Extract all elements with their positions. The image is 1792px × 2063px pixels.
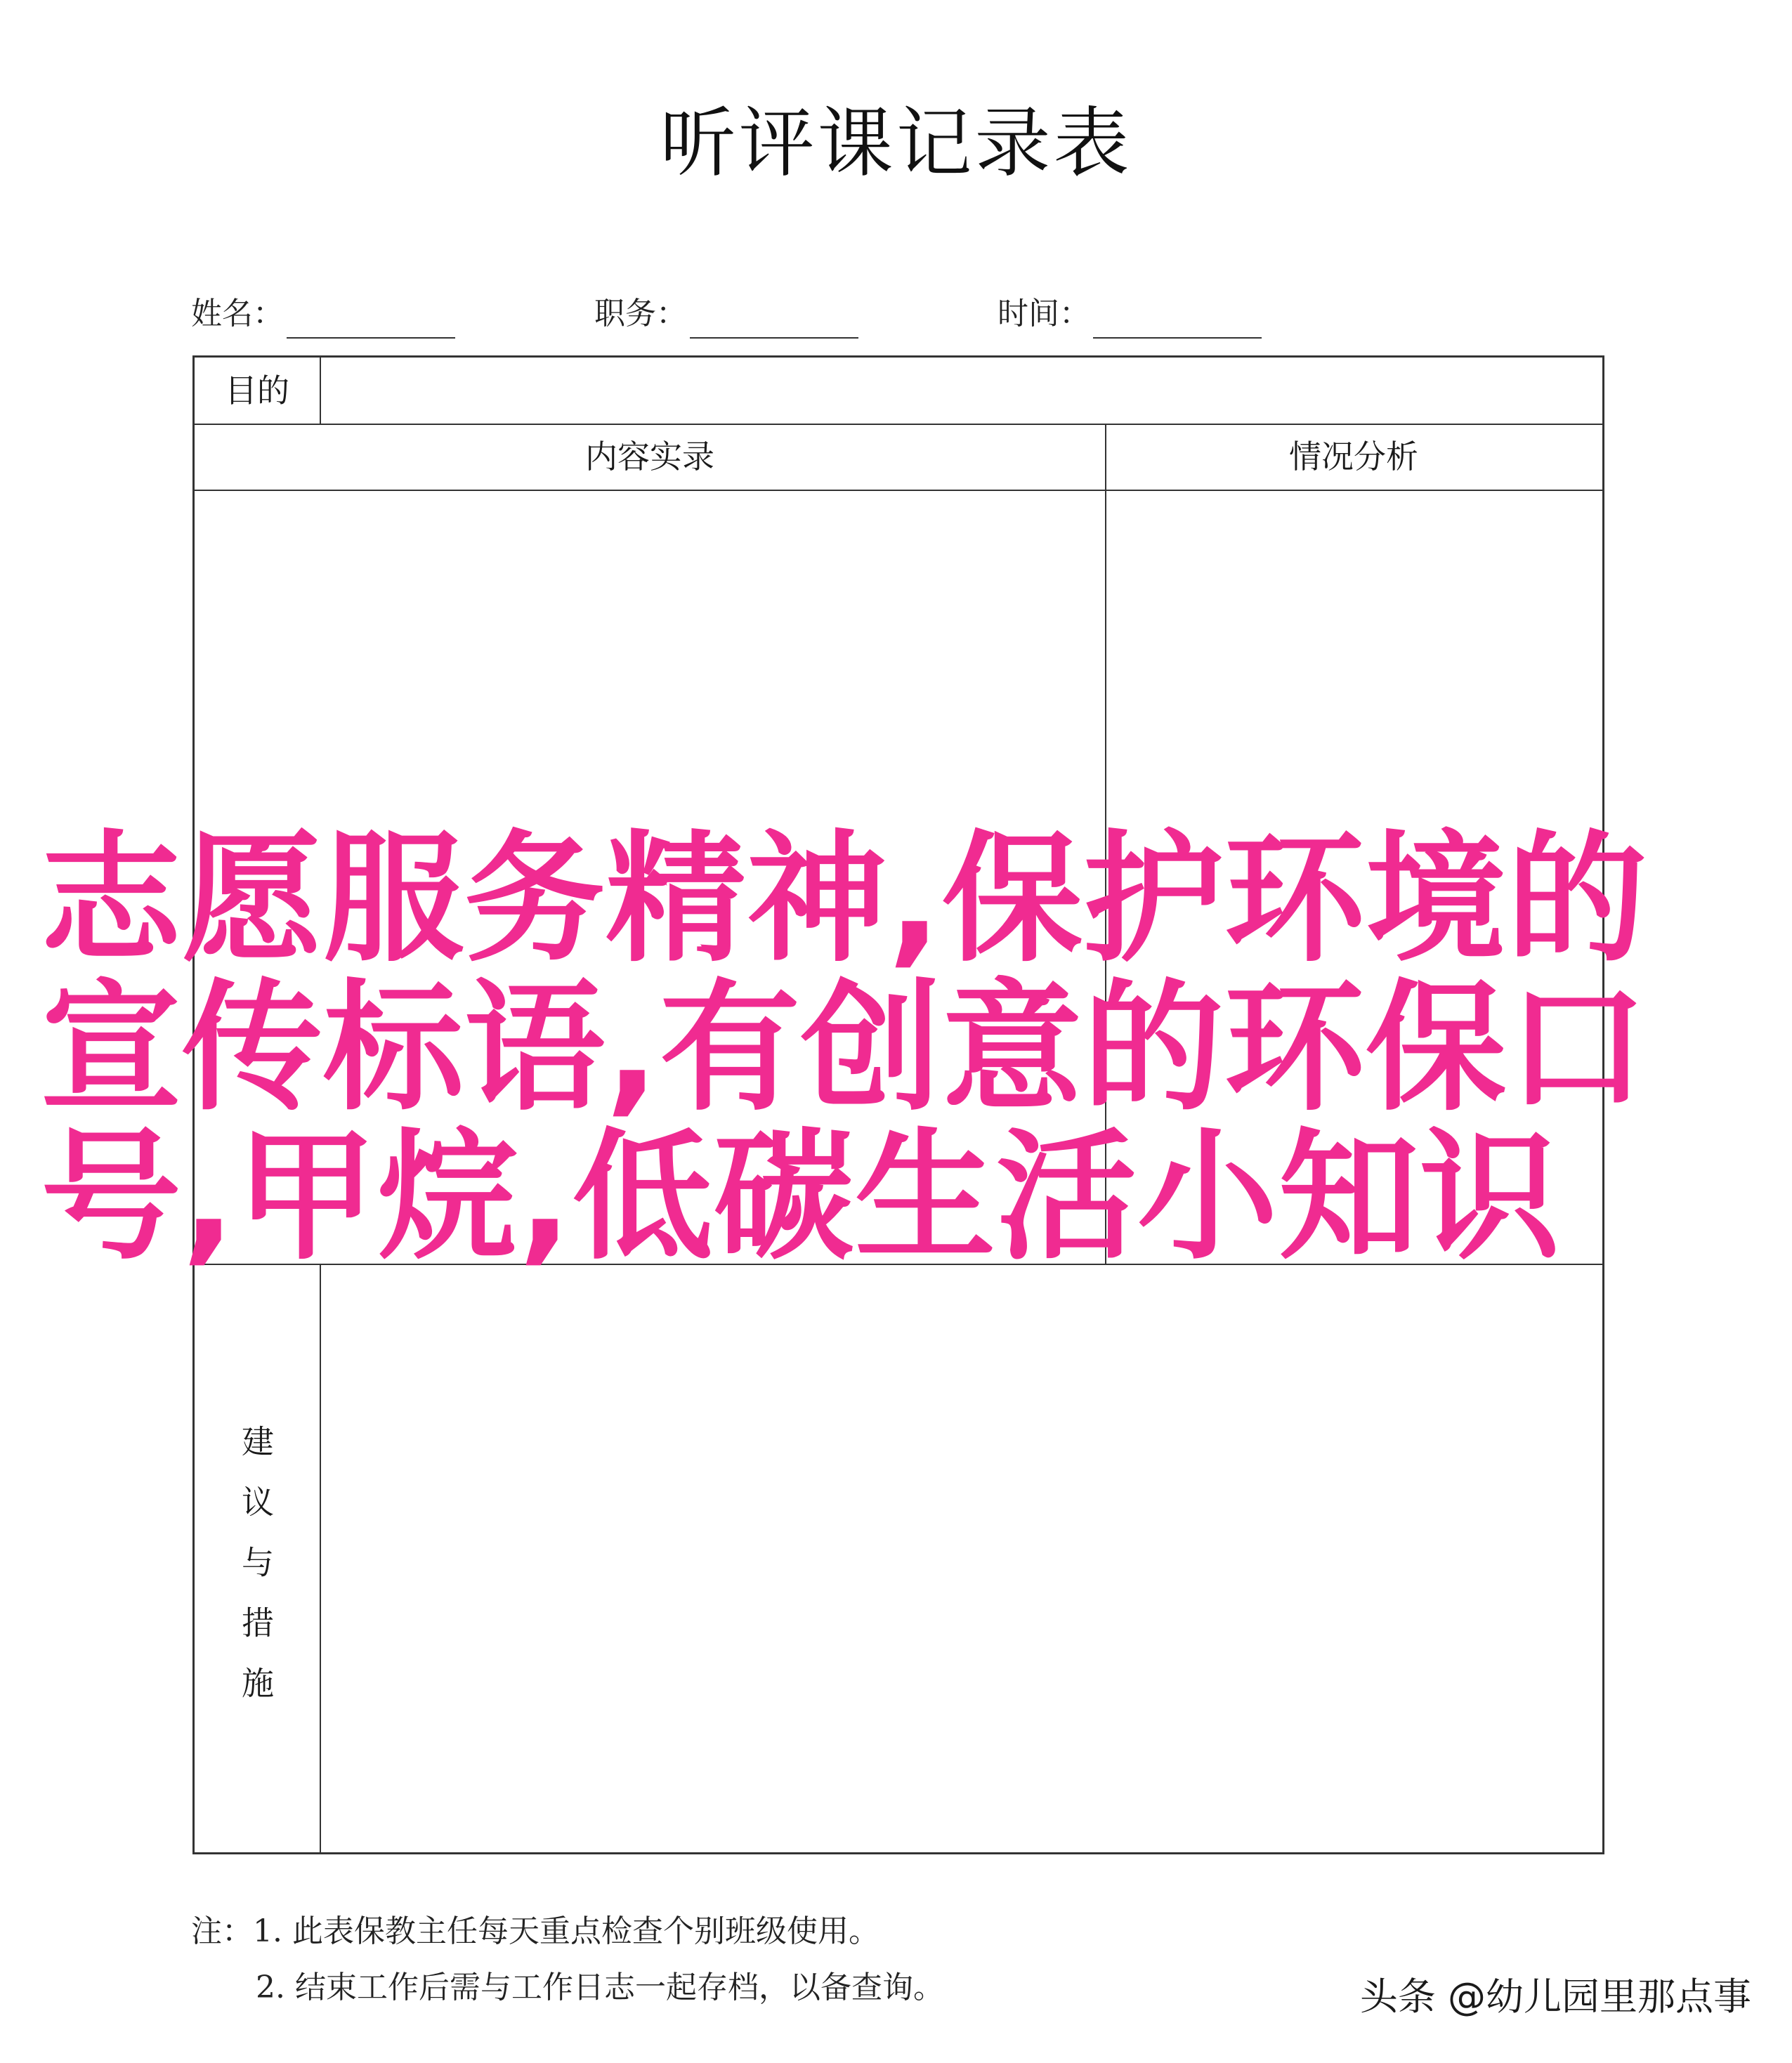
name-field: [191, 289, 455, 339]
name-label: 姓名：: [191, 296, 284, 332]
time-label: 时间：: [998, 296, 1090, 332]
document-title: 听评课记录表: [660, 100, 1132, 188]
purpose-label: 目的: [225, 372, 289, 410]
suggestion-column-divider: [320, 1264, 321, 1852]
row-divider-headers: [195, 490, 1602, 491]
time-field: [998, 289, 1262, 339]
purpose-column-divider: [320, 358, 321, 424]
note-line-1: 注：1. 此表保教主任每天重点检查个别班级使用。: [191, 1913, 879, 1949]
position-field: [594, 289, 858, 339]
row-divider-purpose: [195, 424, 1602, 425]
situation-analysis-header: 情况分析: [1289, 438, 1418, 476]
position-blank: [690, 303, 858, 339]
suggestion-label: 建议与措施: [237, 1425, 275, 1727]
time-blank: [1093, 303, 1262, 339]
name-blank: [287, 303, 455, 339]
pink-overlay-headline: 志愿服务精神,保护环境的宣传标语,有创意的环保口号,甲烷,低碳生活小知识: [41, 818, 1648, 1279]
note-line-2: 2. 结束工作后需与工作日志一起存档，以备查询。: [256, 1970, 944, 2005]
content-record-header: 内容实录: [585, 438, 714, 476]
source-watermark: 头条 @幼儿园里那点事: [1359, 1974, 1751, 2019]
position-label: 职务：: [594, 296, 687, 332]
